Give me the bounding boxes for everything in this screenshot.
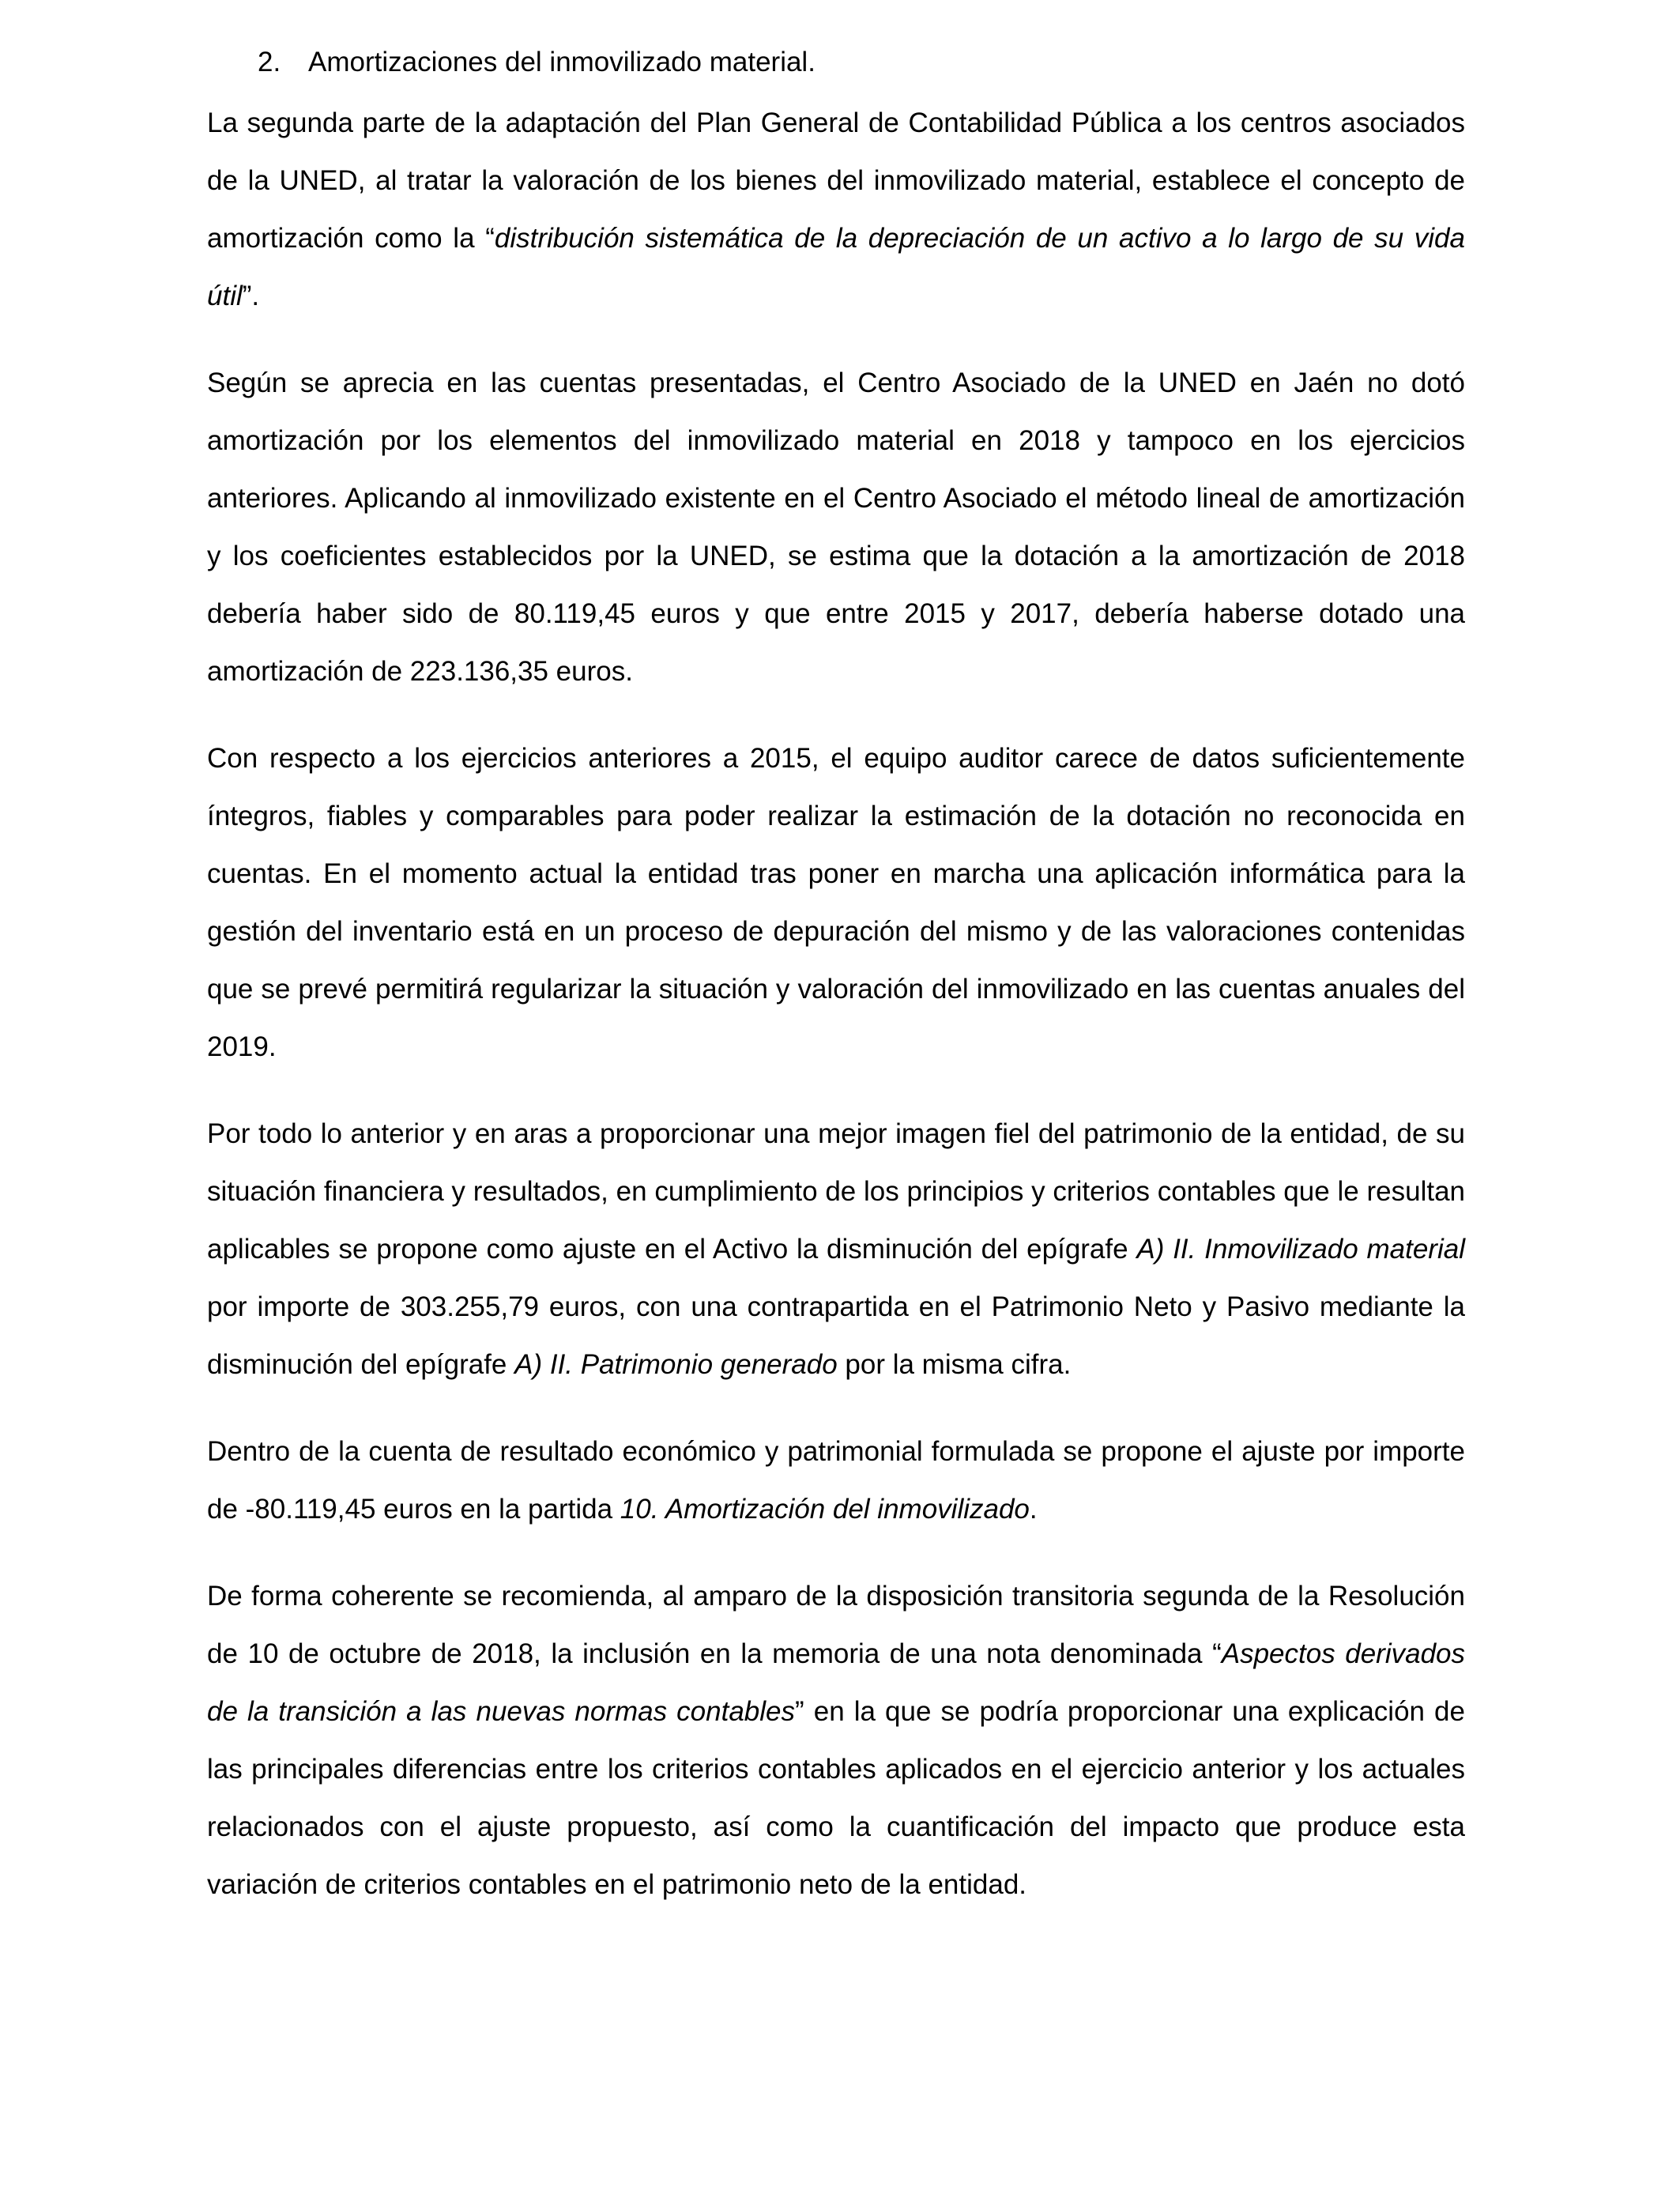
italic-segment: A) II. Patrimonio generado <box>514 1349 838 1380</box>
section-title: Amortizaciones del inmovilizado material. <box>308 47 816 77</box>
paragraph-recommendation <box>207 1567 1465 1913</box>
document-body <box>207 33 1465 1943</box>
text-segment: . <box>1029 1494 1038 1525</box>
text-segment: Según se aprecia en las cuentas presentadas, el Centro Asociado de la UNED en Jaén no dotó amortización por los elementos del inmovilizado material en 2018 y tampoco en los ejercicios anteriores. Aplicando al inmovilizado existente en el Centro Asociado el método lineal de amortización y los coeficientes establecidos por la UNED, se estima que la dotación a la amortización de 2018 debería haber sido de 80.119,45 euros y que entre 2015 y 2017, debería haberse dotado una amortización de 223.136,35 euros. <box>207 368 1465 687</box>
text-segment: ” en la que se podría proporcionar una explicación de las principales diferencias entre los criterios contables aplicados en el ejercicio anterior y los actuales relacionados con el ajuste propuesto, así como la cuantificación del impacto que produce esta variación de criterios contables en el patrimonio neto de la entidad. <box>207 1696 1465 1900</box>
italic-segment: 10. Amortización del inmovilizado <box>620 1494 1030 1525</box>
paragraph-result-account <box>207 1423 1465 1538</box>
paragraph-prior-years <box>207 729 1465 1076</box>
text-segment: Con respecto a los ejercicios anteriores a 2015, el equipo auditor carece de datos suficientemente íntegros, fiables y comparables para poder realizar la estimación de la dotación no reconocida en cuentas. En el momento actual la entidad tras poner en marcha una aplicación informática para la gestión del inventario está en un proceso de depuración del mismo y de las valoraciones contenidas que se prevé permitirá regularizar la situación y valoración del inmovilizado en las cuentas anuales del 2019. <box>207 743 1465 1062</box>
section-heading <box>207 33 1465 91</box>
paragraph-proposed-adjustment <box>207 1105 1465 1393</box>
text-segment: Por todo lo anterior y en aras a proporcionar una mejor imagen fiel del patrimonio de la entidad, de su situación financiera y resultados, en cumplimiento de los principios y criterios contables que le resultan aplicables se propone como ajuste en el Activo la disminución del epígrafe <box>207 1118 1465 1265</box>
text-segment: Dentro de la cuenta de resultado económico y patrimonial formulada se propone el ajuste por importe de -80.119,45 euros en la partida <box>207 1436 1465 1525</box>
text-segment: De forma coherente se recomienda, al amparo de la disposición transitoria segunda de la Resolución de 10 de octubre de 2018, la inclusión en la memoria de una nota denominada “ <box>207 1581 1465 1669</box>
text-segment: por la misma cifra. <box>837 1349 1072 1380</box>
text-segment: por importe de 303.255,79 euros, con una contrapartida en el Patrimonio Neto y Pasivo mediante la disminución del epígrafe <box>207 1291 1465 1380</box>
section-number: 2. <box>258 47 281 77</box>
paragraph-accounts-observation <box>207 354 1465 700</box>
italic-segment: distribución sistemática de la depreciación de un activo a lo largo de su vida útil <box>207 223 1465 311</box>
text-segment: ”. <box>242 281 260 311</box>
italic-segment: Aspectos derivados de la transición a las nuevas normas contables <box>207 1638 1466 1727</box>
text-segment: La segunda parte de la adaptación del Plan General de Contabilidad Pública a los centros asociados de la UNED, al tratar la valoración de los bienes del inmovilizado material, establece el concepto de amortización como la “ <box>207 107 1465 254</box>
italic-segment: A) II. Inmovilizado material <box>1136 1234 1465 1265</box>
paragraph-amortization-definition <box>207 94 1465 325</box>
